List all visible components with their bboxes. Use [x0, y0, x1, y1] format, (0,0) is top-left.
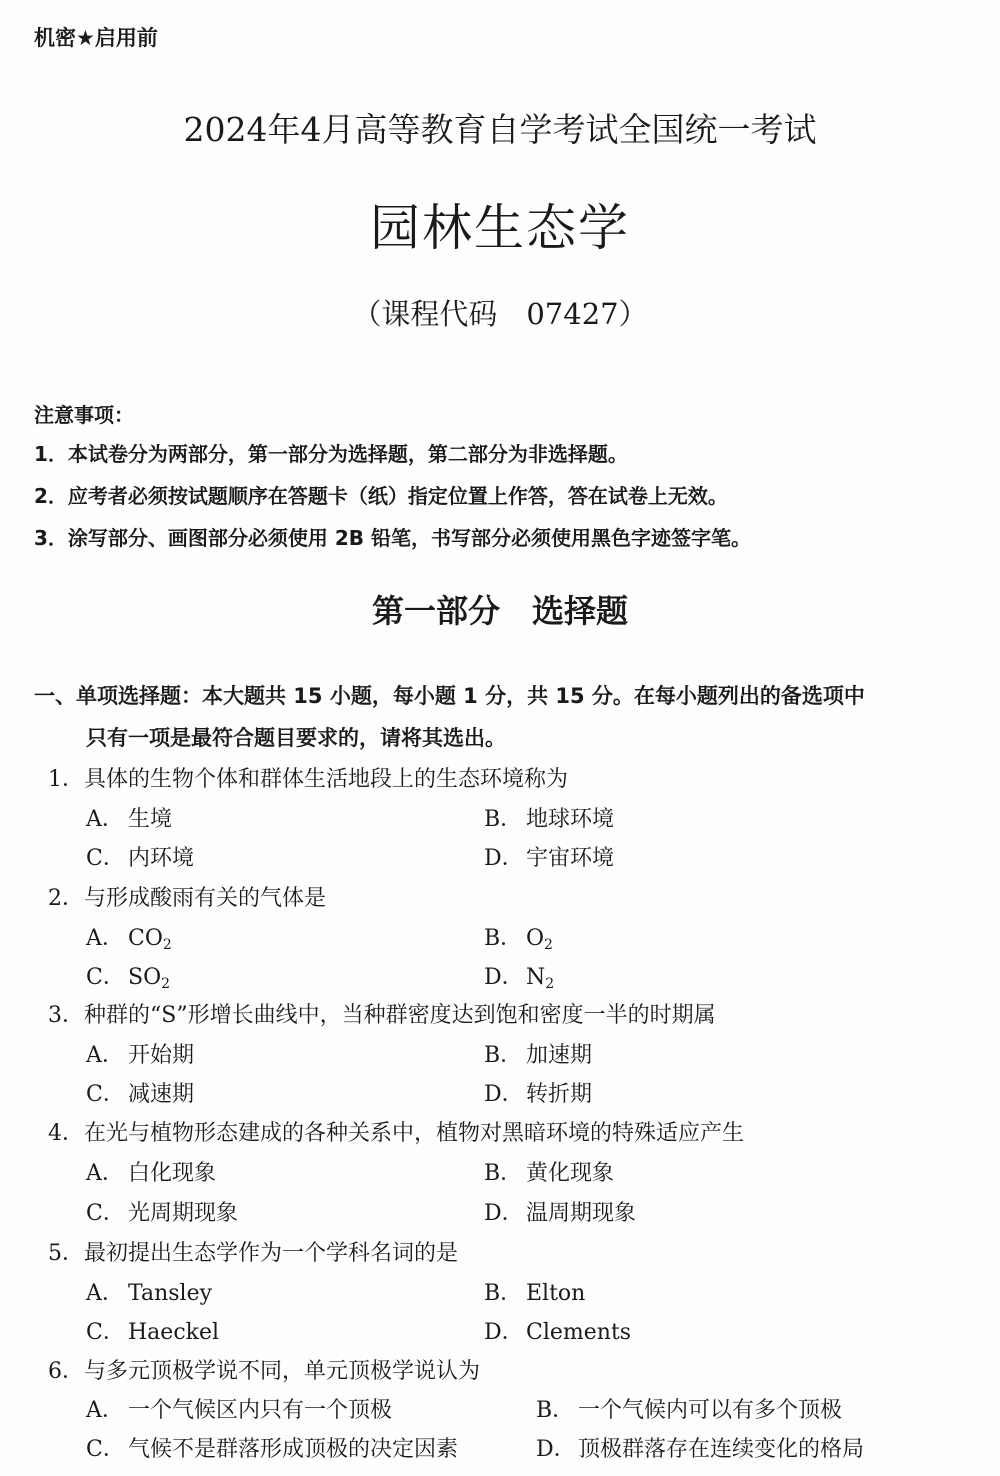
- option-label: C．: [86, 1437, 125, 1462]
- option-label: B．: [484, 1161, 523, 1186]
- option-4b[interactable]: [484, 1156, 614, 1187]
- question-5: [48, 1236, 458, 1267]
- option-label: D．: [484, 846, 524, 871]
- option-text: 生境: [128, 807, 173, 832]
- option-2c[interactable]: [86, 960, 170, 992]
- option-text: 一个气候内可以有多个顶极: [578, 1398, 843, 1423]
- option-text: 顶极群落存在连续变化的格局: [578, 1437, 865, 1462]
- option-text: 地球环境: [526, 807, 615, 832]
- option-label: B．: [536, 1398, 575, 1423]
- option-text: 内环境: [128, 846, 195, 871]
- option-text: 黄化现象: [526, 1161, 615, 1186]
- option-label: D．: [484, 1201, 524, 1226]
- option-label: C．: [86, 846, 125, 871]
- option-3d[interactable]: [484, 1077, 592, 1108]
- question-3: [48, 998, 716, 1029]
- option-label: A．: [86, 807, 124, 832]
- subscript: 2: [545, 976, 555, 992]
- option-3a[interactable]: [86, 1038, 194, 1069]
- option-6c[interactable]: [86, 1432, 458, 1463]
- question-stem: 与形成酸雨有关的气体是: [84, 886, 327, 911]
- option-label: B．: [484, 1281, 523, 1306]
- option-label: C．: [86, 1320, 125, 1345]
- option-2d[interactable]: [484, 960, 554, 992]
- question-4: [48, 1116, 744, 1147]
- option-label: A．: [86, 926, 124, 951]
- option-3b[interactable]: [484, 1038, 592, 1069]
- option-label: A．: [86, 1398, 124, 1423]
- option-text: 转折期: [526, 1082, 593, 1107]
- option-label: D．: [484, 965, 524, 990]
- option-text: 白化现象: [128, 1161, 217, 1186]
- question-stem: 与多元顶极学说不同，单元顶极学说认为: [84, 1359, 481, 1384]
- note-item: 1．本试卷分为两部分，第一部分为选择题，第二部分为非选择题。: [34, 442, 628, 466]
- option-text: 开始期: [128, 1043, 195, 1068]
- option-1b[interactable]: [484, 802, 614, 833]
- option-text: Tansley: [128, 1281, 213, 1306]
- option-5b[interactable]: [484, 1276, 585, 1307]
- option-text: 减速期: [128, 1082, 195, 1107]
- option-text: 温周期现象: [526, 1201, 637, 1226]
- question-stem: 具体的生物个体和群体生活地段上的生态环境称为: [84, 767, 569, 792]
- option-label: A．: [86, 1161, 124, 1186]
- option-text: 宇宙环境: [526, 846, 615, 871]
- exam-title: 2024年4月高等教育自学考试全国统一考试: [183, 110, 817, 149]
- option-6b[interactable]: [536, 1393, 842, 1424]
- course-code: （课程代码 07427）: [352, 297, 648, 331]
- option-label: A．: [86, 1281, 124, 1306]
- subscript: 2: [162, 937, 172, 953]
- option-label: B．: [484, 807, 523, 832]
- question-number: 4．: [48, 1121, 84, 1146]
- option-text: 光周期现象: [128, 1201, 239, 1226]
- option-6a[interactable]: [86, 1393, 392, 1424]
- option-label: C．: [86, 965, 125, 990]
- option-label: D．: [484, 1082, 524, 1107]
- option-4a[interactable]: [86, 1156, 216, 1187]
- note-item: 2．应考者必须按试题顺序在答题卡（纸）指定位置上作答，答在试卷上无效。: [34, 484, 728, 508]
- question-2: [48, 881, 326, 912]
- question-6: [48, 1354, 480, 1385]
- part-title: 第一部分 选择题: [371, 592, 628, 630]
- question-number: 6．: [48, 1359, 84, 1384]
- option-5c[interactable]: [86, 1315, 219, 1346]
- question-number: 1．: [48, 767, 84, 792]
- option-1c[interactable]: [86, 841, 194, 872]
- option-text: CO: [128, 926, 163, 951]
- question-number: 5．: [48, 1241, 84, 1266]
- question-stem: 在光与植物形态建成的各种关系中，植物对黑暗环境的特殊适应产生: [84, 1121, 745, 1146]
- option-1d[interactable]: [484, 841, 614, 872]
- question-number: 2．: [48, 886, 84, 911]
- question-number: 3．: [48, 1003, 84, 1028]
- option-1a[interactable]: [86, 802, 172, 833]
- option-2b[interactable]: [484, 921, 553, 953]
- option-6d[interactable]: [536, 1432, 864, 1463]
- option-label: B．: [484, 926, 523, 951]
- option-5a[interactable]: [86, 1276, 212, 1307]
- section-instructions-cont: 只有一项是最符合题目要求的，请将其选出。: [86, 726, 506, 750]
- subscript: 2: [161, 976, 171, 992]
- option-text: 一个气候区内只有一个顶极: [128, 1398, 393, 1423]
- option-4d[interactable]: [484, 1196, 636, 1227]
- option-3c[interactable]: [86, 1077, 194, 1108]
- option-label: C．: [86, 1082, 125, 1107]
- option-text: SO: [128, 965, 162, 990]
- subject-title: 园林生态学: [370, 199, 630, 257]
- option-text: N: [526, 965, 546, 990]
- option-label: D．: [536, 1437, 576, 1462]
- option-text: 气候不是群落形成顶极的决定因素: [128, 1437, 459, 1462]
- option-text: Clements: [526, 1320, 632, 1345]
- option-label: C．: [86, 1201, 125, 1226]
- option-5d[interactable]: [484, 1315, 631, 1346]
- section-instructions: 一、单项选择题：本大题共 15 小题，每小题 1 分，共 15 分。在每小题列出的备选项中: [34, 684, 865, 708]
- option-text: Haeckel: [128, 1320, 220, 1345]
- option-4c[interactable]: [86, 1196, 238, 1227]
- option-2a[interactable]: [86, 921, 172, 953]
- option-text: 加速期: [526, 1043, 593, 1068]
- confidential-mark: 机密★启用前: [34, 26, 158, 50]
- subscript: 2: [544, 937, 553, 953]
- option-label: B．: [484, 1043, 523, 1068]
- option-text: O: [526, 926, 545, 951]
- question-stem: 最初提出生态学作为一个学科名词的是: [84, 1241, 459, 1266]
- option-label: A．: [86, 1043, 124, 1068]
- question-1: [48, 762, 568, 793]
- option-text: Elton: [526, 1281, 586, 1306]
- question-stem: 种群的“S”形增长曲线中，当种群密度达到饱和密度一半的时期属: [84, 1003, 716, 1028]
- notes-heading: 注意事项：: [34, 403, 134, 427]
- option-label: D．: [484, 1320, 524, 1345]
- note-item: 3．涂写部分、画图部分必须使用 2B 铅笔，书写部分必须使用黑色字迹签字笔。: [34, 526, 752, 550]
